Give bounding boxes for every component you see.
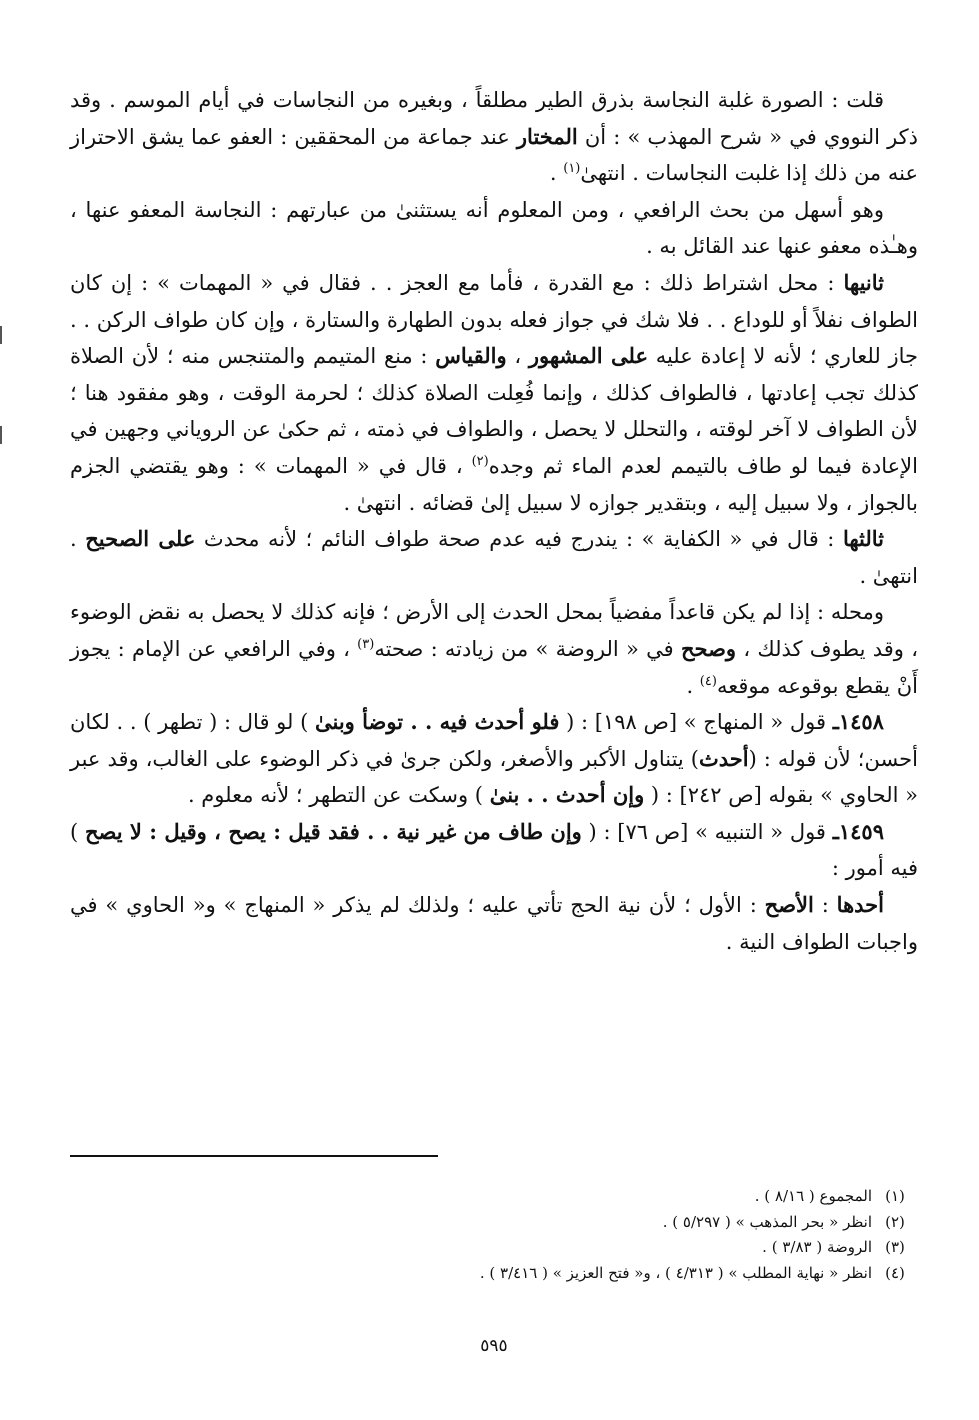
footnote-text: انظر « بحر المذهب » ( ٥/٢٩٧ ) . — [662, 1212, 872, 1231]
scan-edge-mark — [0, 426, 2, 444]
paragraph-5: ومحله : إذا لم يكن قاعداً مفضياً بمحل الحدث إلى الأرض ؛ فإنه كذلك لا يحصل به نقض الوضوء ، وقد يطوف كذلك ، وصحح في « الروضة » من زيادته : صحته$^{(٣)}$ ، وفي الرافعي عن الإمام : يجوز أَنْ يقطع بوقوعه موقعه$^{(٤)}$ . — [70, 600, 918, 698]
footnote — [70, 1210, 918, 1236]
paragraph-2: وهو أسهل من بحث الرافعي ، ومن المعلوم أنه يستثنىٰ من عبارتهم : النجاسة المعفو عنها ، وهـٰذه معفو عنها عند القائل به . — [70, 197, 918, 259]
scan-edge-mark — [0, 326, 2, 344]
paragraph-first: أحدها : الأصح : الأول ؛ لأن نية الحج تأتي عليه ؛ ولذلك لم يذكر « المنهاج » و« الحاوي » في واجبات الطواف النية . — [70, 892, 918, 954]
footnote-number: (١) — [885, 1187, 905, 1205]
footnote-text: انظر « نهاية المطلب » ( ٤/٣١٣ ) ، و« فتح العزيز » ( ٣/٤١٦ ) . — [479, 1263, 872, 1282]
footnote — [70, 1184, 918, 1210]
footnote — [70, 1261, 918, 1287]
page — [70, 82, 918, 1420]
paragraph-1459: ١٤٥٩ـ قول « التنبيه » [ص ٧٦] : ( وإن طاف من غير نية . . فقد قيل : يصح ، وقيل : لا يصح ) فيه أمور : — [70, 818, 918, 881]
footnote-number: (٣) — [885, 1238, 905, 1256]
footnote-text: المجموع ( ٨/١٦ ) . — [754, 1187, 872, 1205]
entry-number-1459: ١٤٥٩ـ — [832, 818, 884, 844]
footnote-text: الروضة ( ٣/٨٣ ) . — [762, 1238, 872, 1256]
footnote-ref-1[interactable]: (١) — [563, 161, 581, 177]
footnote-ref-4[interactable]: (٤) — [699, 673, 717, 689]
footnote-separator — [70, 1155, 438, 1157]
footnote-number: (٢) — [885, 1212, 905, 1231]
paragraph-1458: ١٤٥٨ـ قول « المنهاج » [ص ١٩٨] : ( فلو أحدث فيه . . توضأ وبنىٰ ) لو قال : ( تطهر ) . . لكان أحسن؛ لأن قوله : (أحدث) يتناول الأكبر والأصغر، ولكن جرىٰ في ذكر الوضوء على الغالب، وقد عبر « الحاوي » بقوله [ص ٢٤٢] : ( وإن أحدث . . بنىٰ ) وسكت عن التطهر ؛ لأنه معلوم . — [70, 709, 918, 808]
entry-number-1458: ١٤٥٨ـ — [832, 709, 884, 735]
footnote — [70, 1235, 918, 1261]
body-text — [70, 82, 918, 960]
footnote-ref-3[interactable]: (٣) — [357, 636, 375, 652]
footnote-ref-2[interactable]: (٢) — [471, 453, 489, 469]
paragraph-3: ثانيها : محل اشتراط ذلك : مع القدرة ، فأما مع العجز . . فقال في « المهمات » : إن كان الطواف نفلاً أو للوداع . . فلا شك في جواز فعله بدون الطهارة والستارة ، وإن كان طواف الركن . . جاز للعاري ؛ لأنه لا إعادة عليه على المشهور ، والقياس : منع المتيمم والمتنجس منه ؛ لأن الصلاة كذلك تجب إعادتها ، فالطواف كذلك ، وإنما فُعِلت الصلاة كذلك ؛ لحرمة الوقت ، وهو مفقود هنا ؛ لأن الطواف لا آخر لوقته ، والتحلل لا يحصل ، والطواف في ذمته ، ثم حكىٰ عن الروياني وجهين في الإعادة فيما لو طاف بالتيمم لعدم الماء ثم وجده$^{(٢)}$ ، قال في « المهمات » : وهو يقتضي الجزم بالجواز ، ولا سبيل إليه ، وبتقدير جوازه لا سبيل إلىٰ قضائه . انتهىٰ . — [70, 269, 918, 515]
footnotes — [70, 1184, 918, 1286]
paragraph-1: قلت : الصورة غلبة النجاسة بذرق الطير مطلقاً ، وبغيره من النجاسات في أيام الموسم . وقد ذكر النووي في « شرح المهذب » : أن المختار عند جماعة من المحققين : العفو عما يشق الاحتراز عنه من ذلك إذا غلبت النجاسات . انتهىٰ$^{(١)}$ . — [70, 88, 918, 186]
paragraph-4: ثالثها : قال في « الكفاية » : يندرج فيه عدم صحة طواف النائم ؛ لأنه محدث على الصحيح . انتهىٰ . — [70, 526, 918, 588]
footnote-number: (٤) — [885, 1263, 905, 1282]
page-number: ٥٩٥ — [480, 1336, 508, 1356]
